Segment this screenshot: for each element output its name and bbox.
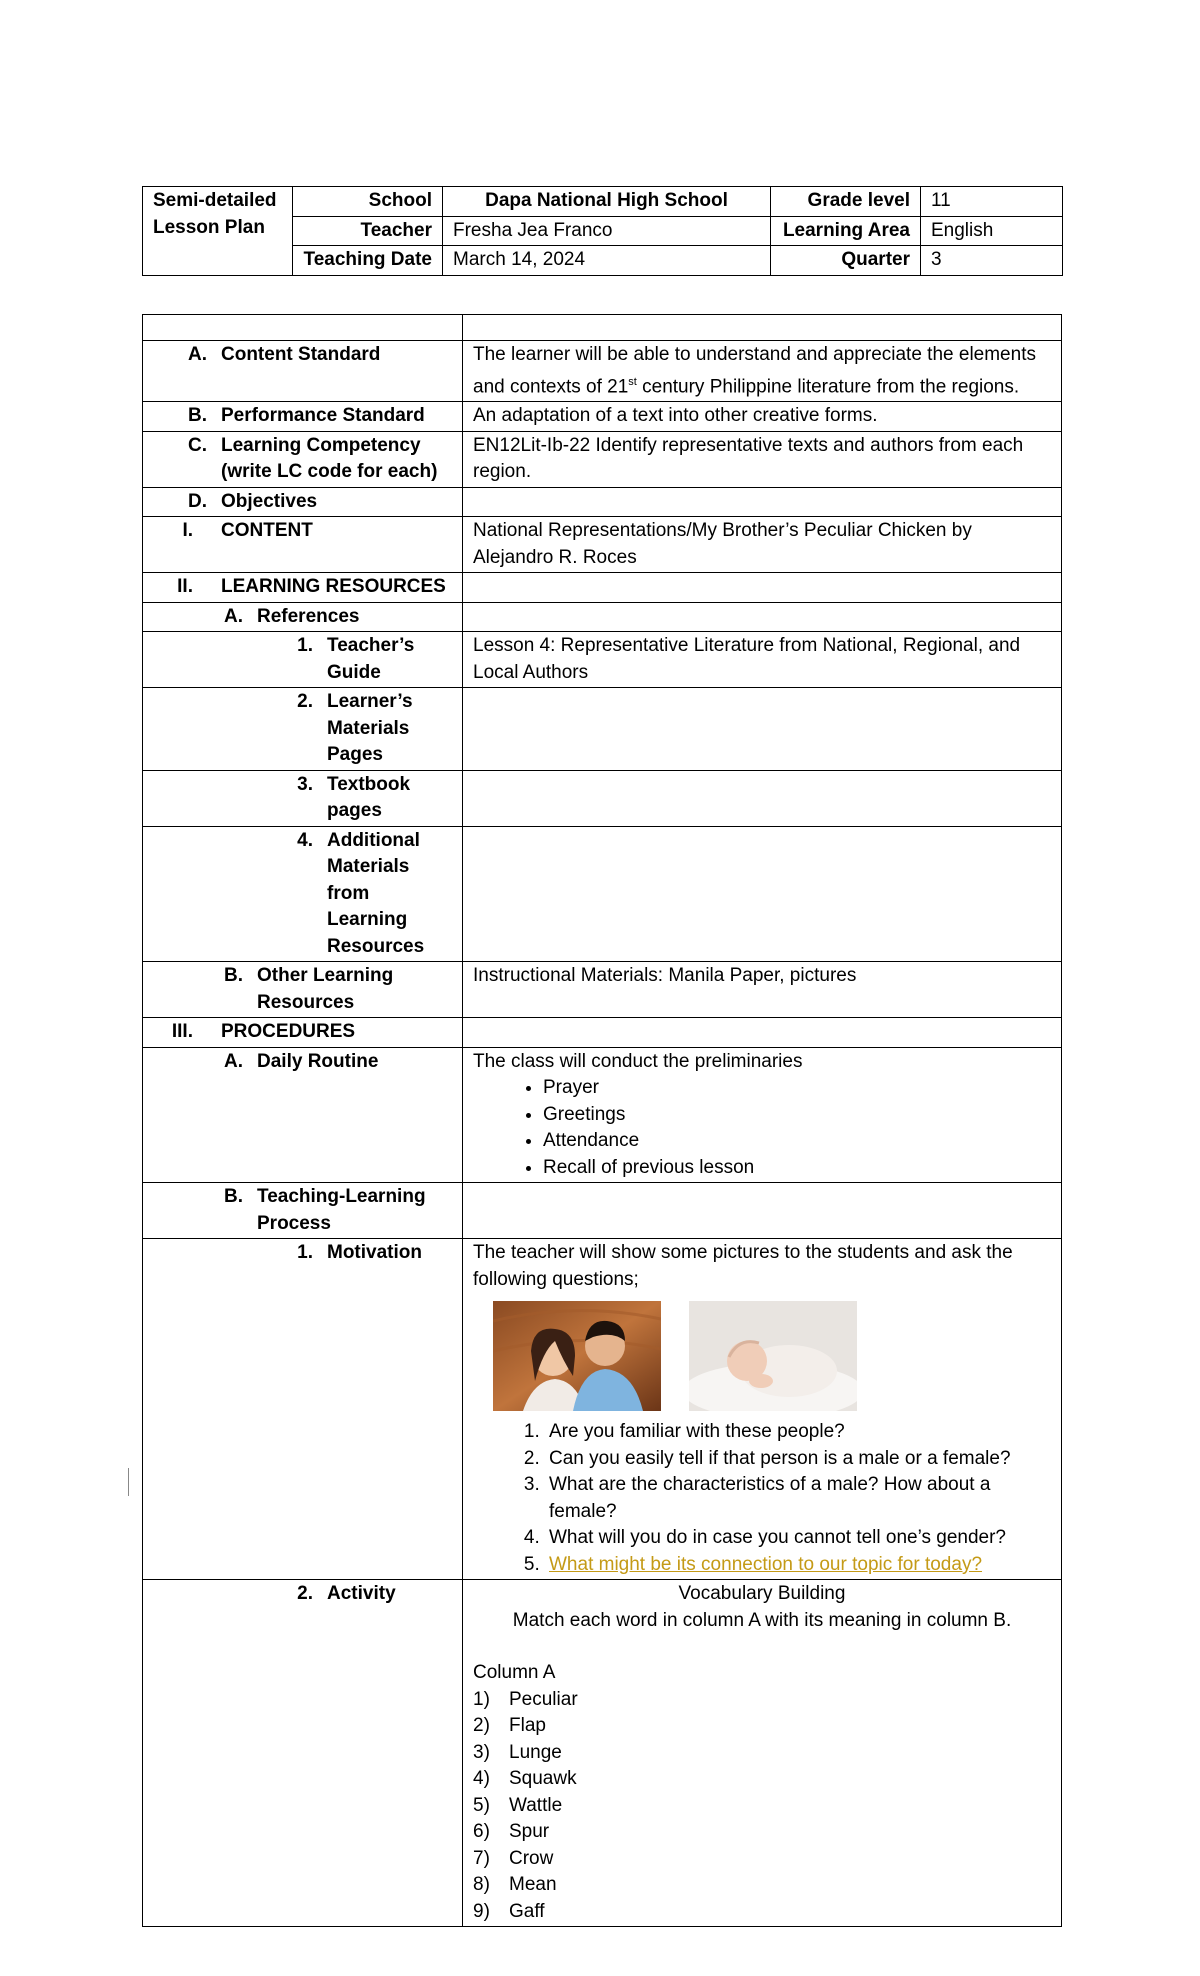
objectives-value (463, 487, 1062, 517)
couple-photo-image (493, 1301, 661, 1411)
list-item: • Greetings (543, 1102, 1051, 1129)
list-item: 8) Mean (473, 1874, 557, 1896)
motivation-row (143, 1239, 1062, 1580)
school-value: Dapa National High School (443, 187, 771, 217)
motivation-intro: The teacher will show some pictures to the students and ask the following questions; (473, 1242, 1013, 1290)
grade-label: Grade level (771, 187, 921, 217)
learning-competency-row (143, 431, 1062, 487)
row-label: References (257, 605, 360, 627)
teachers-guide-value: Lesson 4: Representative Literature from National, Regional, and Local Authors (463, 632, 1062, 688)
teaching-process-row (143, 1183, 1062, 1239)
date-label: Teaching Date (293, 246, 443, 276)
content-row (143, 517, 1062, 573)
activity-value (463, 1580, 1062, 1927)
learning-resources-value (463, 573, 1062, 603)
procedures-row (143, 1018, 1062, 1048)
teacher-value: Fresha Jea Franco (443, 216, 771, 246)
row-label: LEARNING RESOURCES (221, 576, 446, 598)
list-item: 1) Peculiar (473, 1688, 578, 1710)
row-label: Motivation (327, 1242, 422, 1264)
row-label: Activity (327, 1583, 396, 1605)
daily-routine-row (143, 1047, 1062, 1183)
area-label: Learning Area (771, 216, 921, 246)
row-label: CONTENT (221, 520, 313, 542)
row-number: 2. (297, 1583, 313, 1605)
question-item (545, 1552, 1051, 1579)
row-label: Teaching-Learning Process (257, 1186, 426, 1234)
other-resources-row (143, 962, 1062, 1018)
row-number: D. (188, 490, 207, 512)
learners-materials-value (463, 688, 1062, 771)
row-number: III. (171, 1021, 193, 1043)
blank-cell (143, 315, 463, 341)
activity-instruction: Match each word in column A with its meaning in column B. (512, 1609, 1012, 1631)
grade-value: 11 (921, 187, 1063, 217)
row-number: 3. (297, 773, 313, 795)
row-number: B. (224, 1186, 243, 1208)
row-number: C. (188, 434, 207, 456)
objectives-row (143, 487, 1062, 517)
teachers-guide-row (143, 632, 1062, 688)
row-label: Textbook pages (327, 773, 411, 822)
row-number: A. (188, 344, 207, 365)
row-number: 2. (297, 691, 313, 713)
learners-materials-row (143, 688, 1062, 771)
textbook-pages-row (143, 770, 1062, 826)
lesson-plan-body-table (142, 314, 1062, 1927)
row-label: PROCEDURES (221, 1021, 356, 1043)
row-label: Objectives (221, 490, 318, 512)
row-number: II. (177, 576, 193, 598)
activity-row (143, 1580, 1062, 1927)
row-number: 4. (297, 829, 313, 851)
list-item: 2) Flap (473, 1715, 546, 1737)
date-value: March 14, 2024 (443, 246, 771, 276)
school-label: School (293, 187, 443, 217)
row-number: B. (188, 405, 207, 427)
row-number: B. (224, 965, 243, 987)
learning-competency-value: EN12Lit-Ib-22 Identify representative texts and authors from each region. (463, 431, 1062, 487)
question-item: 2. Can you easily tell if that person is a male or a female? (545, 1446, 1051, 1473)
additional-materials-value (463, 826, 1062, 962)
row-number: 1. (297, 1242, 313, 1264)
daily-routine-intro: The class will conduct the preliminaries (473, 1050, 803, 1072)
list-item: 5) Wattle (473, 1794, 563, 1816)
list-item: 3) Lunge (473, 1741, 562, 1763)
lesson-plan-header-table (142, 186, 1063, 276)
performance-standard-row (143, 402, 1062, 432)
area-value: English (921, 216, 1063, 246)
row-number: A. (224, 1050, 243, 1072)
blank-cell (463, 315, 1062, 341)
additional-materials-row (143, 826, 1062, 962)
learning-resources-row (143, 573, 1062, 603)
row-number: I. (182, 520, 193, 542)
question-item: 3. What are the characteristics of a male? How about a female? (545, 1472, 1051, 1525)
quarter-label: Quarter (771, 246, 921, 276)
row-label: Other Learning Resources (257, 965, 394, 1013)
column-a-list (473, 1687, 1051, 1926)
row-label: Daily Routine (257, 1050, 379, 1072)
content-standard-row (143, 341, 1062, 402)
list-item: • Prayer (543, 1075, 1051, 1102)
baby-photo-image (689, 1301, 857, 1411)
row-label: Learner’s Materials Pages (327, 691, 413, 766)
list-item: 4) Squawk (473, 1768, 577, 1790)
plan-title: Semi-detailed Lesson Plan (143, 187, 293, 276)
quarter-value: 3 (921, 246, 1063, 276)
row-number: A. (224, 605, 243, 627)
row-label: Learning Competency (write LC code for each) (221, 434, 438, 483)
motivation-questions (473, 1419, 1051, 1578)
activity-title: Vocabulary Building (678, 1583, 846, 1605)
question-item: 4. What will you do in case you cannot tell one’s gender? (545, 1525, 1051, 1552)
list-item: 9) Gaff (473, 1900, 545, 1922)
highlighted-question: What might be its connection to our topic for today? (549, 1553, 983, 1575)
question-item: 1. Are you familiar with these people? (545, 1419, 1051, 1446)
row-number: 1. (297, 635, 313, 657)
text-cursor (128, 1468, 129, 1496)
column-a-title: Column A (473, 1662, 556, 1684)
row-label: Additional Materials from Learning Resources (327, 829, 425, 957)
row-label: Content Standard (221, 344, 381, 365)
daily-routine-value (463, 1047, 1062, 1183)
row-label: Performance Standard (221, 405, 425, 427)
row-label: Teacher’s Guide (327, 635, 415, 683)
list-item: 7) Crow (473, 1847, 554, 1869)
daily-routine-list (473, 1075, 1051, 1181)
content-standard-value: The learner will be able to understand and appreciate the elements and contexts of 21st century Philippine literature from the regions. (463, 341, 1062, 402)
motivation-value (463, 1239, 1062, 1580)
other-resources-value: Instructional Materials: Manila Paper, pictures (463, 962, 1062, 1018)
textbook-pages-value (463, 770, 1062, 826)
performance-standard-value: An adaptation of a text into other creative forms. (463, 402, 1062, 432)
list-item: • Attendance (543, 1128, 1051, 1155)
references-value (463, 602, 1062, 632)
teaching-process-value (463, 1183, 1062, 1239)
references-row (143, 602, 1062, 632)
list-item: • Recall of previous lesson (543, 1155, 1051, 1182)
teacher-label: Teacher (293, 216, 443, 246)
list-item: 6) Spur (473, 1821, 550, 1843)
procedures-value (463, 1018, 1062, 1048)
content-value: National Representations/My Brother’s Peculiar Chicken by Alejandro R. Roces (463, 517, 1062, 573)
